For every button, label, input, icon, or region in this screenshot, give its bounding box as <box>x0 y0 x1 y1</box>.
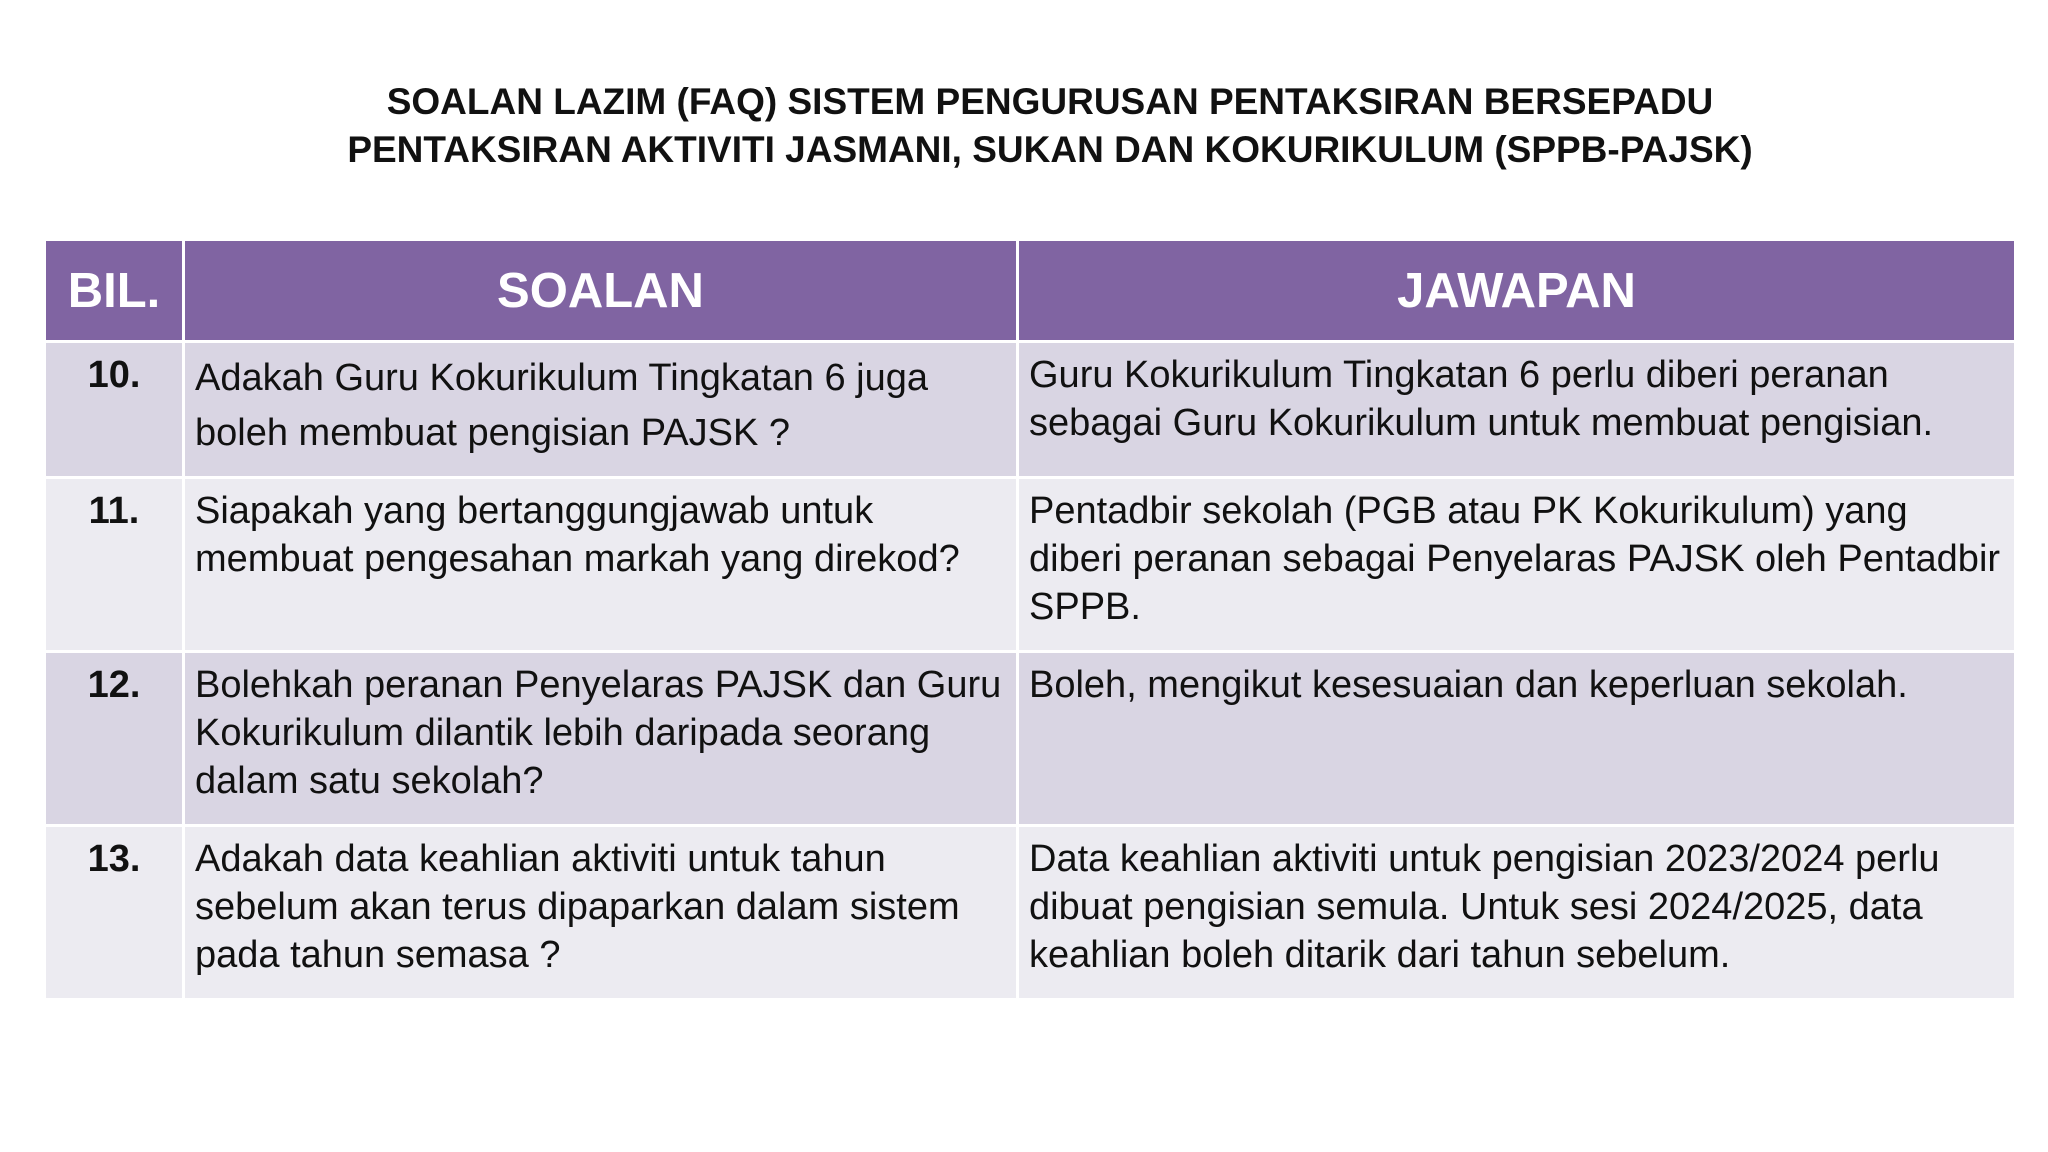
table-header-row <box>45 240 2016 342</box>
faq-table <box>43 238 2017 1001</box>
header-jawapan: JAWAPAN <box>1018 240 2016 342</box>
title-line-2: PENTAKSIRAN AKTIVITI JASMANI, SUKAN DAN KOKURIKULUM (SPPB-PAJSK) <box>347 129 1753 170</box>
row-number: 12. <box>45 652 184 826</box>
page-title <box>0 78 2048 174</box>
question-cell: Bolehkah peranan Penyelaras PAJSK dan Guru Kokurikulum dilantik lebih daripada seorang dalam satu sekolah? <box>184 652 1018 826</box>
question-cell: Siapakah yang bertanggungjawab untuk membuat pengesahan markah yang direkod? <box>184 478 1018 652</box>
header-bil: BIL. <box>45 240 184 342</box>
row-number: 10. <box>45 342 184 478</box>
header-soalan: SOALAN <box>184 240 1018 342</box>
table-row <box>45 652 2016 826</box>
question-cell: Adakah data keahlian aktiviti untuk tahun sebelum akan terus dipaparkan dalam sistem pada tahun semasa ? <box>184 826 1018 1000</box>
answer-cell: Data keahlian aktiviti untuk pengisian 2023/2024 perlu dibuat pengisian semula. Untuk sesi 2024/2025, data keahlian boleh ditarik dari tahun sebelum. <box>1018 826 2016 1000</box>
title-line-1: SOALAN LAZIM (FAQ) SISTEM PENGURUSAN PENTAKSIRAN BERSEPADU <box>386 81 1714 122</box>
table-row <box>45 342 2016 478</box>
answer-cell: Pentadbir sekolah (PGB atau PK Kokurikulum) yang diberi peranan sebagai Penyelaras PAJSK oleh Pentadbir SPPB. <box>1018 478 2016 652</box>
table-row <box>45 478 2016 652</box>
answer-cell: Boleh, mengikut kesesuaian dan keperluan sekolah. <box>1018 652 2016 826</box>
table-row <box>45 826 2016 1000</box>
question-cell: Adakah Guru Kokurikulum Tingkatan 6 juga boleh membuat pengisian PAJSK ? <box>184 342 1018 478</box>
row-number: 11. <box>45 478 184 652</box>
answer-cell: Guru Kokurikulum Tingkatan 6 perlu diberi peranan sebagai Guru Kokurikulum untuk membuat pengisian. <box>1018 342 2016 478</box>
row-number: 13. <box>45 826 184 1000</box>
